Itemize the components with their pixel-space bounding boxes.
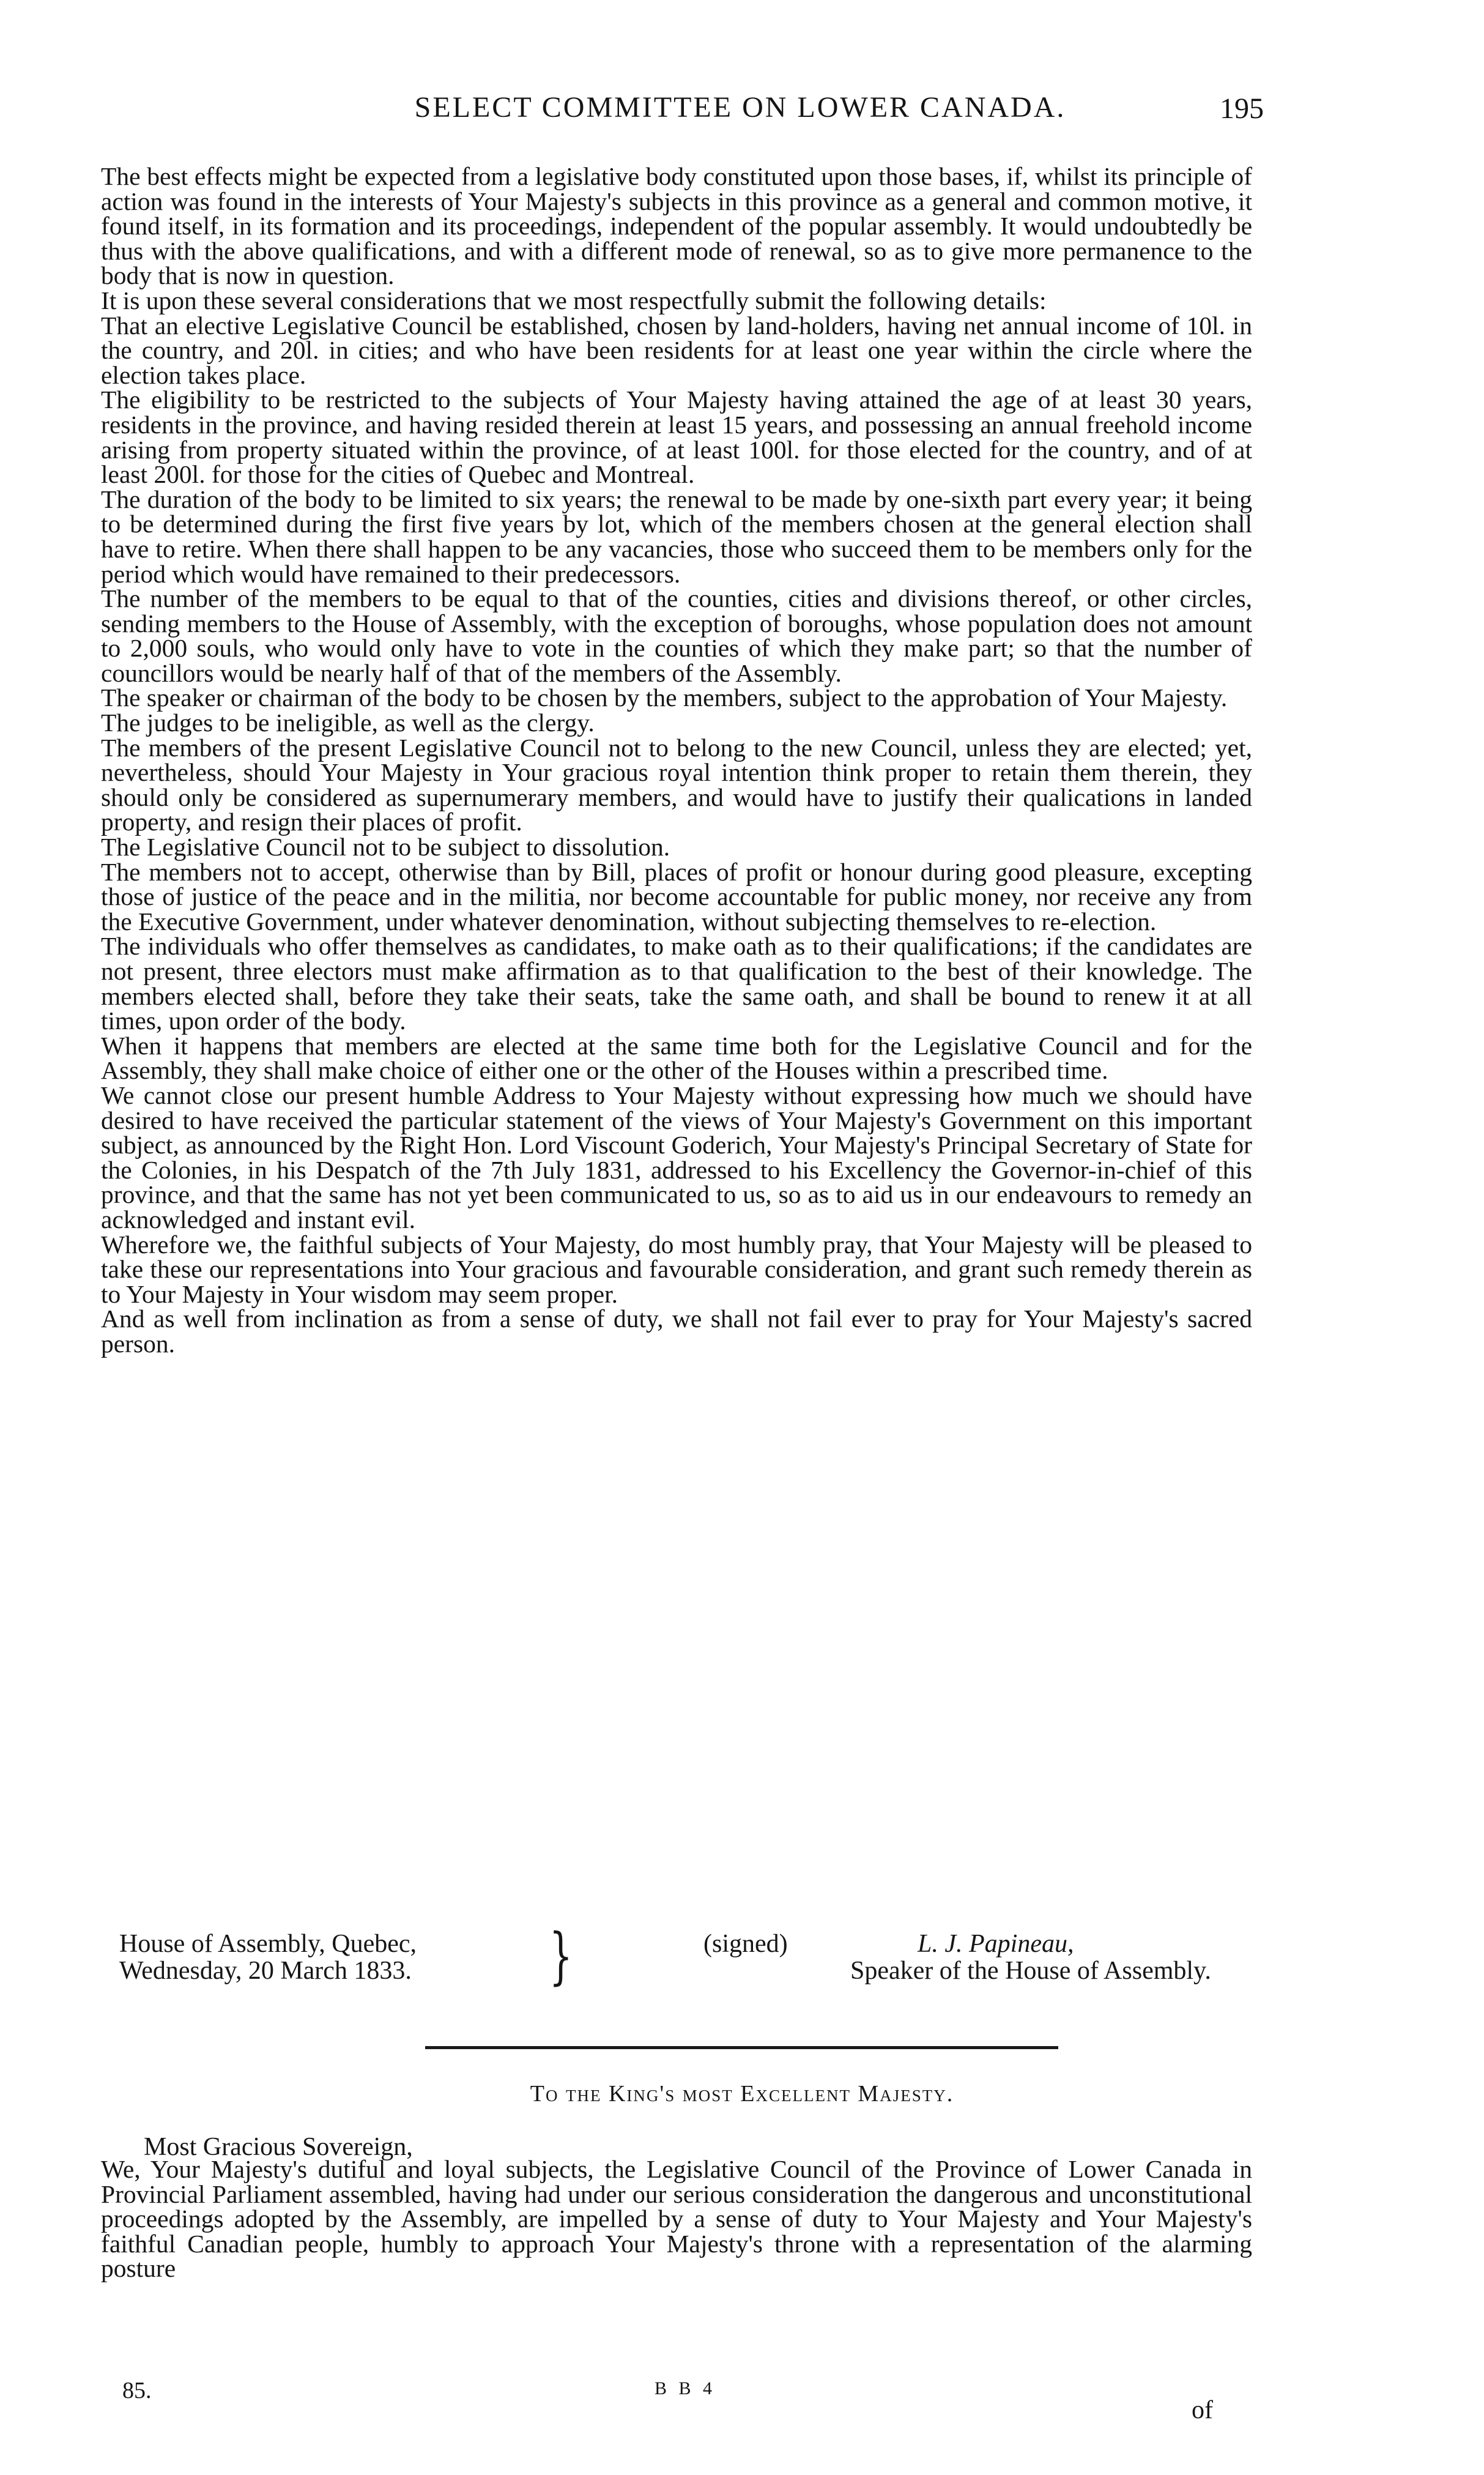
- brace-icon: }: [549, 1920, 573, 1992]
- signature-date: Wednesday, 20 March 1833.: [119, 1957, 412, 1985]
- printer-signature-mark: B B 4: [655, 2378, 716, 2399]
- footer-number: 85.: [122, 2378, 152, 2403]
- signed-label: (signed): [703, 1930, 788, 1958]
- paragraph: We cannot close our present humble Address to Your Majesty without expressing how much we should have desired to have received the particular statement of the views of Your Majesty's Government on this important subject, as announced by the Right Hon. Lord Viscount Goderich, Your Majesty's Principal Secretary of State for the Colonies, in his Despatch of the 7th July 1831, addressed to his Excellency the Governor-in-chief of this province, and that the same has not yet been communicated to us, so as to aid us in our endeavours to remedy an acknowledged and instant evil.: [101, 1081, 1252, 1234]
- salutation: Most Gracious Sovereign,: [144, 2133, 413, 2161]
- paragraph: The duration of the body to be limited to six years; the renewal to be made by one-sixth part every year; it being to be determined during the first five years by lot, which of the members chosen at the general election shall have to retire. When there shall happen to be any vacancies, those who succeed them to be members only for the period which would have remained to their predecessors.: [101, 485, 1252, 588]
- address-text-body: [101, 164, 1252, 1357]
- paragraph: It is upon these several considerations that we most respectfully submit the following details:: [101, 286, 1047, 314]
- catchword: of: [1192, 2396, 1213, 2424]
- paragraph: The speaker or chairman of the body to be chosen by the members, subject to the approbation of Your Majesty.: [101, 683, 1228, 712]
- page-number: 195: [1220, 92, 1264, 125]
- paragraph: We, Your Majesty's dutiful and loyal subjects, the Legislative Council of the Province of Lower Canada in Provincial Parliament assembled, having had under our serious consideration the dangerous and unconstitutional proceedings adopted by the Assembly, are impelled by a sense of duty to Your Majesty and Your Majesty's faithful Canadian people, humbly to approach Your Majesty's throne with a representation of the alarming posture: [101, 2155, 1252, 2283]
- signature-place: House of Assembly, Quebec,: [119, 1930, 417, 1958]
- signature-block: [0, 1920, 1484, 2004]
- paragraph: The Legislative Council not to be subject to dissolution.: [101, 833, 670, 862]
- paragraph: The members of the present Legislative Council not to belong to the new Council, unless they are elected; yet, nevertheless, should Your Majesty in Your gracious royal intention think proper to retain them therein, they should only be considered as supernumerary members, and would have to justify their qualications in landed property, and resign their places of profit.: [101, 733, 1252, 836]
- paragraph: That an elective Legislative Council be established, chosen by land-holders, having net annual income of 10l. in the country, and 20l. in cities; and who have been residents for at least one year within the circle where the election takes place.: [101, 311, 1252, 389]
- running-head: SELECT COMMITTEE ON LOWER CANADA.: [414, 91, 1066, 124]
- paragraph: The best effects might be expected from a legislative body constituted upon those bases, if, whilst its principle of action was found in the interests of Your Majesty's subjects in this province as a general and common motive, it found itself, in its formation and its proceedings, independent of the popular assembly. It would undoubtedly be thus with the above qualifications, and with a different mode of renewal, so as to give more permanence to the body that is now in question.: [101, 162, 1252, 290]
- paragraph: When it happens that members are elected at the same time both for the Legislative Council and for the Assembly, they shall make choice of either one or the other of the Houses within a prescribed time.: [101, 1031, 1252, 1085]
- signatory: [703, 1930, 1242, 1984]
- council-address-body: [101, 2157, 1252, 2281]
- paragraph: And as well from inclination as from a sense of duty, we shall not fail ever to pray for Your Majesty's sacred person.: [101, 1304, 1252, 1358]
- paragraph: The number of the members to be equal to that of the counties, cities and divisions thereof, or other circles, sending members to the House of Assembly, with the exception of boroughs, whose population does not amount to 2,000 souls, who would only have to vote in the counties of which they make part; so that the number of councillors would be nearly half of that of the members of the Assembly.: [101, 584, 1252, 687]
- paragraph: The judges to be ineligible, as well as the clergy.: [101, 709, 595, 737]
- signatory-title: Speaker of the House of Assembly.: [850, 1957, 1211, 1985]
- paragraph: The members not to accept, otherwise than by Bill, places of profit or honour during good pleasure, excepting those of justice of the peace and in the militia, nor become accountable for public money, nor receive any from the Executive Government, under whatever denomination, without subjecting themselves to re-election.: [101, 857, 1252, 936]
- page-footer: [0, 2377, 1484, 2432]
- page-header: [0, 0, 1484, 141]
- paragraph: The individuals who offer themselves as candidates, to make oath as to their qualifications; if the candidates are not present, three electors must make affirmation as to that qualification to the best of their knowledge. The members elected shall, before they take their seats, take the same oath, and shall be bound to renew it at all times, upon order of the body.: [101, 932, 1252, 1035]
- paragraph: The eligibility to be restricted to the subjects of Your Majesty having attained the age of at least 30 years, residents in the province, and having resided therein at least 15 years, and possessing an annual freehold income arising from property situated within the province, of at least 100l. for those elected for the country, and of at least 200l. for those for the cities of Quebec and Montreal.: [101, 385, 1252, 489]
- paragraph: Wherefore we, the faithful subjects of Your Majesty, do most humbly pray, that Your Majesty will be pleased to take these our representations into Your gracious and favourable consideration, and grant such remedy therein as to Your Majesty in Your wisdom may seem proper.: [101, 1230, 1252, 1308]
- section-divider: [425, 2046, 1058, 2049]
- place-and-date: [119, 1920, 573, 1992]
- address-heading: To the King's most Excellent Majesty.: [530, 2081, 954, 2107]
- signatory-name: L. J. Papineau,: [918, 1930, 1074, 1958]
